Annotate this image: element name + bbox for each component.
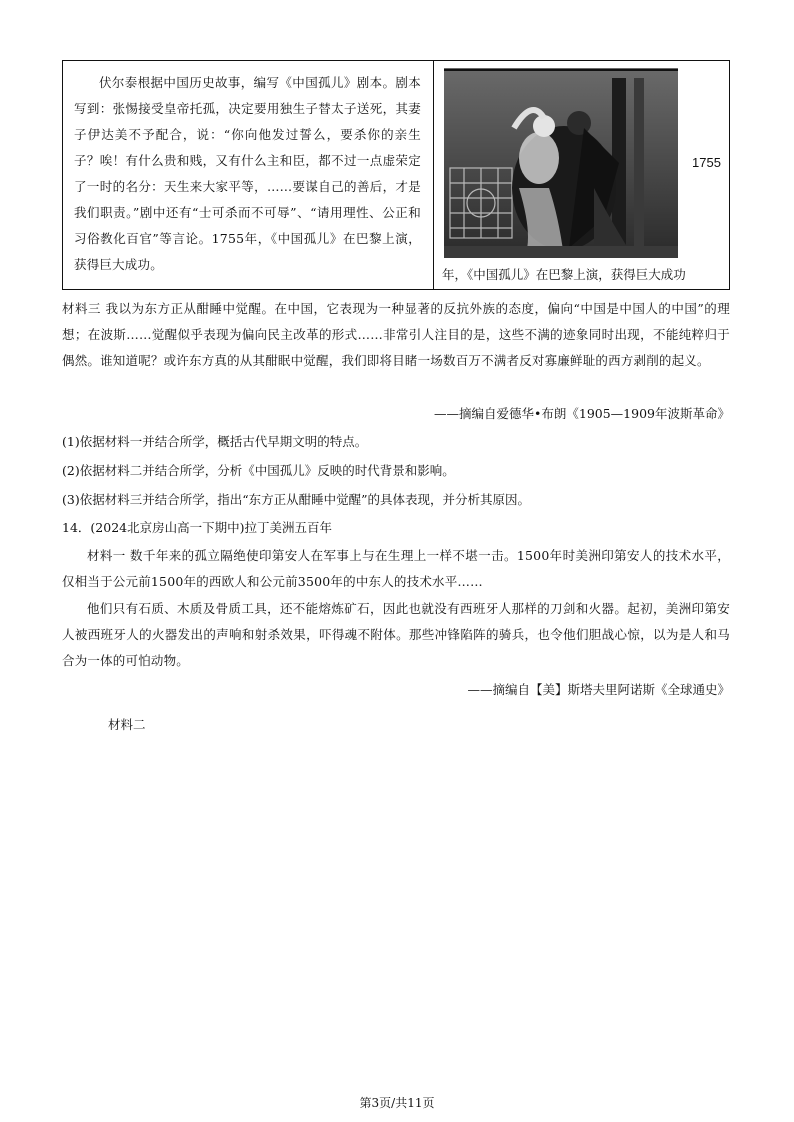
q14-material2-label: 材料二 (108, 717, 146, 732)
material-box-text-cell (62, 60, 434, 290)
page-number: 第3页/共11页 (359, 1096, 435, 1110)
q14-material1-p2: 他们只有石质、木质及骨质工具，还不能熔炼矿石，因此也就没有西班牙人那样的刀剑和火器。起初，美洲印第安人被西班牙人的火器发出的声响和射杀效果，吓得魂不附体。那些冲锋陷阵的骑兵，也令他们胆战心惊，以为是人和马合为一体的可怕动物。 (62, 601, 730, 668)
material-box-photo-cell (434, 60, 730, 290)
orphan-of-china-engraving (444, 68, 678, 292)
photo-caption: 年，《中国孤儿》在巴黎上演，获得巨大成功 (442, 267, 686, 282)
question-14-header: 14．(2024北京房山高一下期中)拉丁美洲五百年 (62, 520, 332, 535)
material3-source: ——摘编自爱德华•布朗《1905—1909年波斯革命》 (434, 406, 730, 421)
q14-material1-p1: 材料一 数千年来的孤立隔绝使印第安人在军事上与在生理上一样不堪一击。1500年时美洲印第安人的技术水平，仅相当于公元前1500年的西欧人和公元前3500年的中东人的技术水平…… (62, 548, 730, 589)
photo-year: 1755 (692, 155, 721, 170)
question-2: (2)依据材料二并结合所学，分析《中国孤儿》反映的时代背景和影响。 (62, 463, 455, 478)
question-1: (1)依据材料一并结合所学，概括古代早期文明的特点。 (62, 434, 368, 449)
question-3: (3)依据材料三并结合所学，指出“东方正从酣睡中觉醒”的具体表现，并分析其原因。 (62, 492, 530, 507)
q14-source: ——摘编自【美】斯塔夫里阿诺斯《全球通史》 (467, 682, 730, 697)
material3-text: 材料三 我以为东方正从酣睡中觉醒。在中国，它表现为一种显著的反抗外族的态度，偏向“中国是中国人的中国”的理想；在波斯……觉醒似乎表现为偏向民主改革的形式……非常引人注目的是，这些不满的迹象同时出现，不能纯粹归于偶然。谁知道呢？或许东方真的从其酣眠中觉醒，我们即将目睹一场数百万不满者反对寡廉鲜耻的西方剥削的起义。 (62, 301, 730, 368)
material-box-text: 伏尔泰根据中国历史故事，编写《中国孤儿》剧本。剧本写到：张惕接受皇帝托孤，决定要用独生子替太子送死，其妻子伊达美不予配合，说：“你向他发过誓么，要杀你的亲生子？唉！有什么贵和贱，又有什么主和臣，都不过一点虚荣定了一时的名分：天生来大家平等，……要谋自己的善后，才是我们职责。”剧中还有“士可杀而不可辱”、“请用理性、公正和习俗教化百官”等言论。1755年，《中国孤儿》在巴黎上演，获得巨大成功。 (74, 75, 421, 272)
